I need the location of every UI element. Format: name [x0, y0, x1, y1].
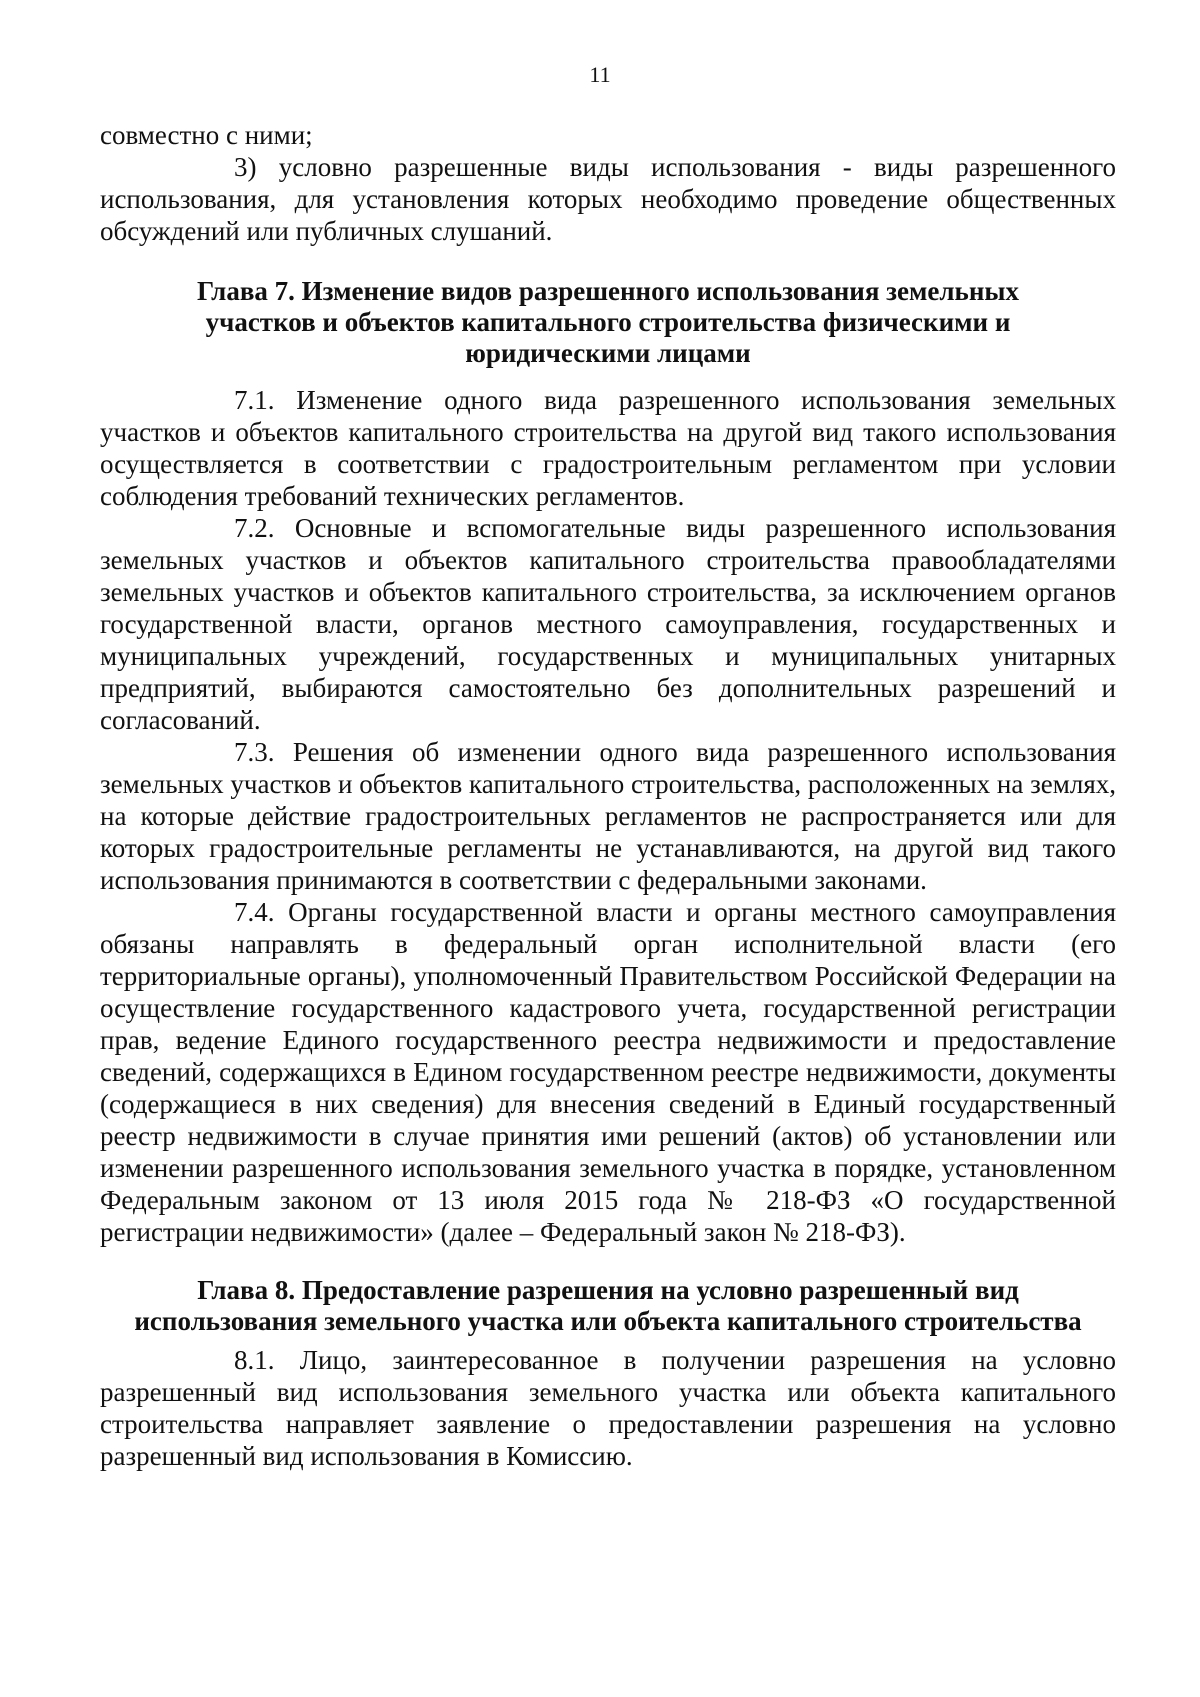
- chapter-8-title-line-2: использования земельного участка или объекта капитального строительства: [134, 1306, 1082, 1336]
- clause-text: Изменение одного вида разрешенного использования земельных участков и объектов капитального строительства на другой вид такого использования осуществляется в соответствии с градостроительным регламентом при условии соблюдения требований технических регламентов.: [100, 385, 1117, 511]
- chapter-8-title-line-1: Глава 8. Предоставление разрешения на условно разрешенный вид: [197, 1275, 1019, 1305]
- chapter-8-heading: [100, 1275, 1116, 1337]
- list-item-3: [100, 151, 1116, 247]
- clause-number: 7.1.: [234, 385, 275, 415]
- clause-7-2: [100, 512, 1116, 736]
- clause-text: Лицо, заинтересованное в получении разрешения на условно разрешенный вид использования земельного участка или объекта капитального строительства направляет заявление о предоставлении разрешения на условно разрешенный вид использования в Комиссию.: [100, 1345, 1117, 1471]
- document-body: [100, 119, 1116, 1472]
- clause-number: 7.2.: [234, 513, 275, 543]
- list-item-number: 3): [234, 152, 257, 182]
- chapter-7-title-line-1: Глава 7. Изменение видов разрешенного использования земельных: [197, 276, 1019, 306]
- chapter-7-heading: [100, 276, 1116, 369]
- clause-number: 7.4.: [234, 897, 275, 927]
- chapter-7-title-line-3: юридическими лицами: [465, 338, 751, 368]
- chapter-7-title-line-2: участков и объектов капитального строительства физическими и: [205, 307, 1011, 337]
- page-number: 11: [589, 62, 611, 87]
- clause-text: Основные и вспомогательные виды разрешенного использования земельных участков и объектов капитального строительства правообладателями земельных участков и объектов капитального строительства, за исключением органов государственной власти, органов местного самоуправления, государственных и муниципальных учреждений, государственных и муниципальных унитарных предприятий, выбираются самостоятельно без дополнительных разрешений и согласований.: [100, 513, 1117, 735]
- clause-7-1: [100, 384, 1116, 512]
- clause-7-3: [100, 736, 1116, 896]
- clause-7-4: [100, 896, 1116, 1248]
- clause-8-1: [100, 1344, 1116, 1472]
- clause-number: 7.3.: [234, 737, 275, 767]
- clause-text: Органы государственной власти и органы местного самоуправления обязаны направлять в федеральный орган исполнительной власти (его территориальные органы), уполномоченный Правительством Российской Федерации на осуществление государственного кадастрового учета, государственной регистрации прав, ведение Единого государственного реестра недвижимости и предоставление сведений, содержащихся в Едином государственном реестре недвижимости, документы (содержащиеся в них сведения) для внесения сведений в Единый государственный реестр недвижимости в случае принятия ими решений (актов) об установлении или изменении разрешенного использования земельного участка в порядке, установленном Федеральным законом от 13 июля 2015 года № 218-ФЗ «О государственной регистрации недвижимости» (далее – Федеральный закон № 218-ФЗ).: [100, 897, 1117, 1247]
- list-item-text: условно разрешенные виды использования - виды разрешенного использования, для установления которых необходимо проведение общественных обсуждений или публичных слушаний.: [100, 152, 1117, 246]
- clause-text: Решения об изменении одного вида разрешенного использования земельных участков и объектов капитального строительства, расположенных на землях, на которые действие градостроительных регламентов не распространяется или для которых градостроительные регламенты не устанавливаются, на другой вид такого использования принимаются в соответствии с федеральными законами.: [100, 737, 1116, 895]
- continuation-line: совместно с ними;: [100, 120, 313, 150]
- clause-number: 8.1.: [234, 1345, 275, 1375]
